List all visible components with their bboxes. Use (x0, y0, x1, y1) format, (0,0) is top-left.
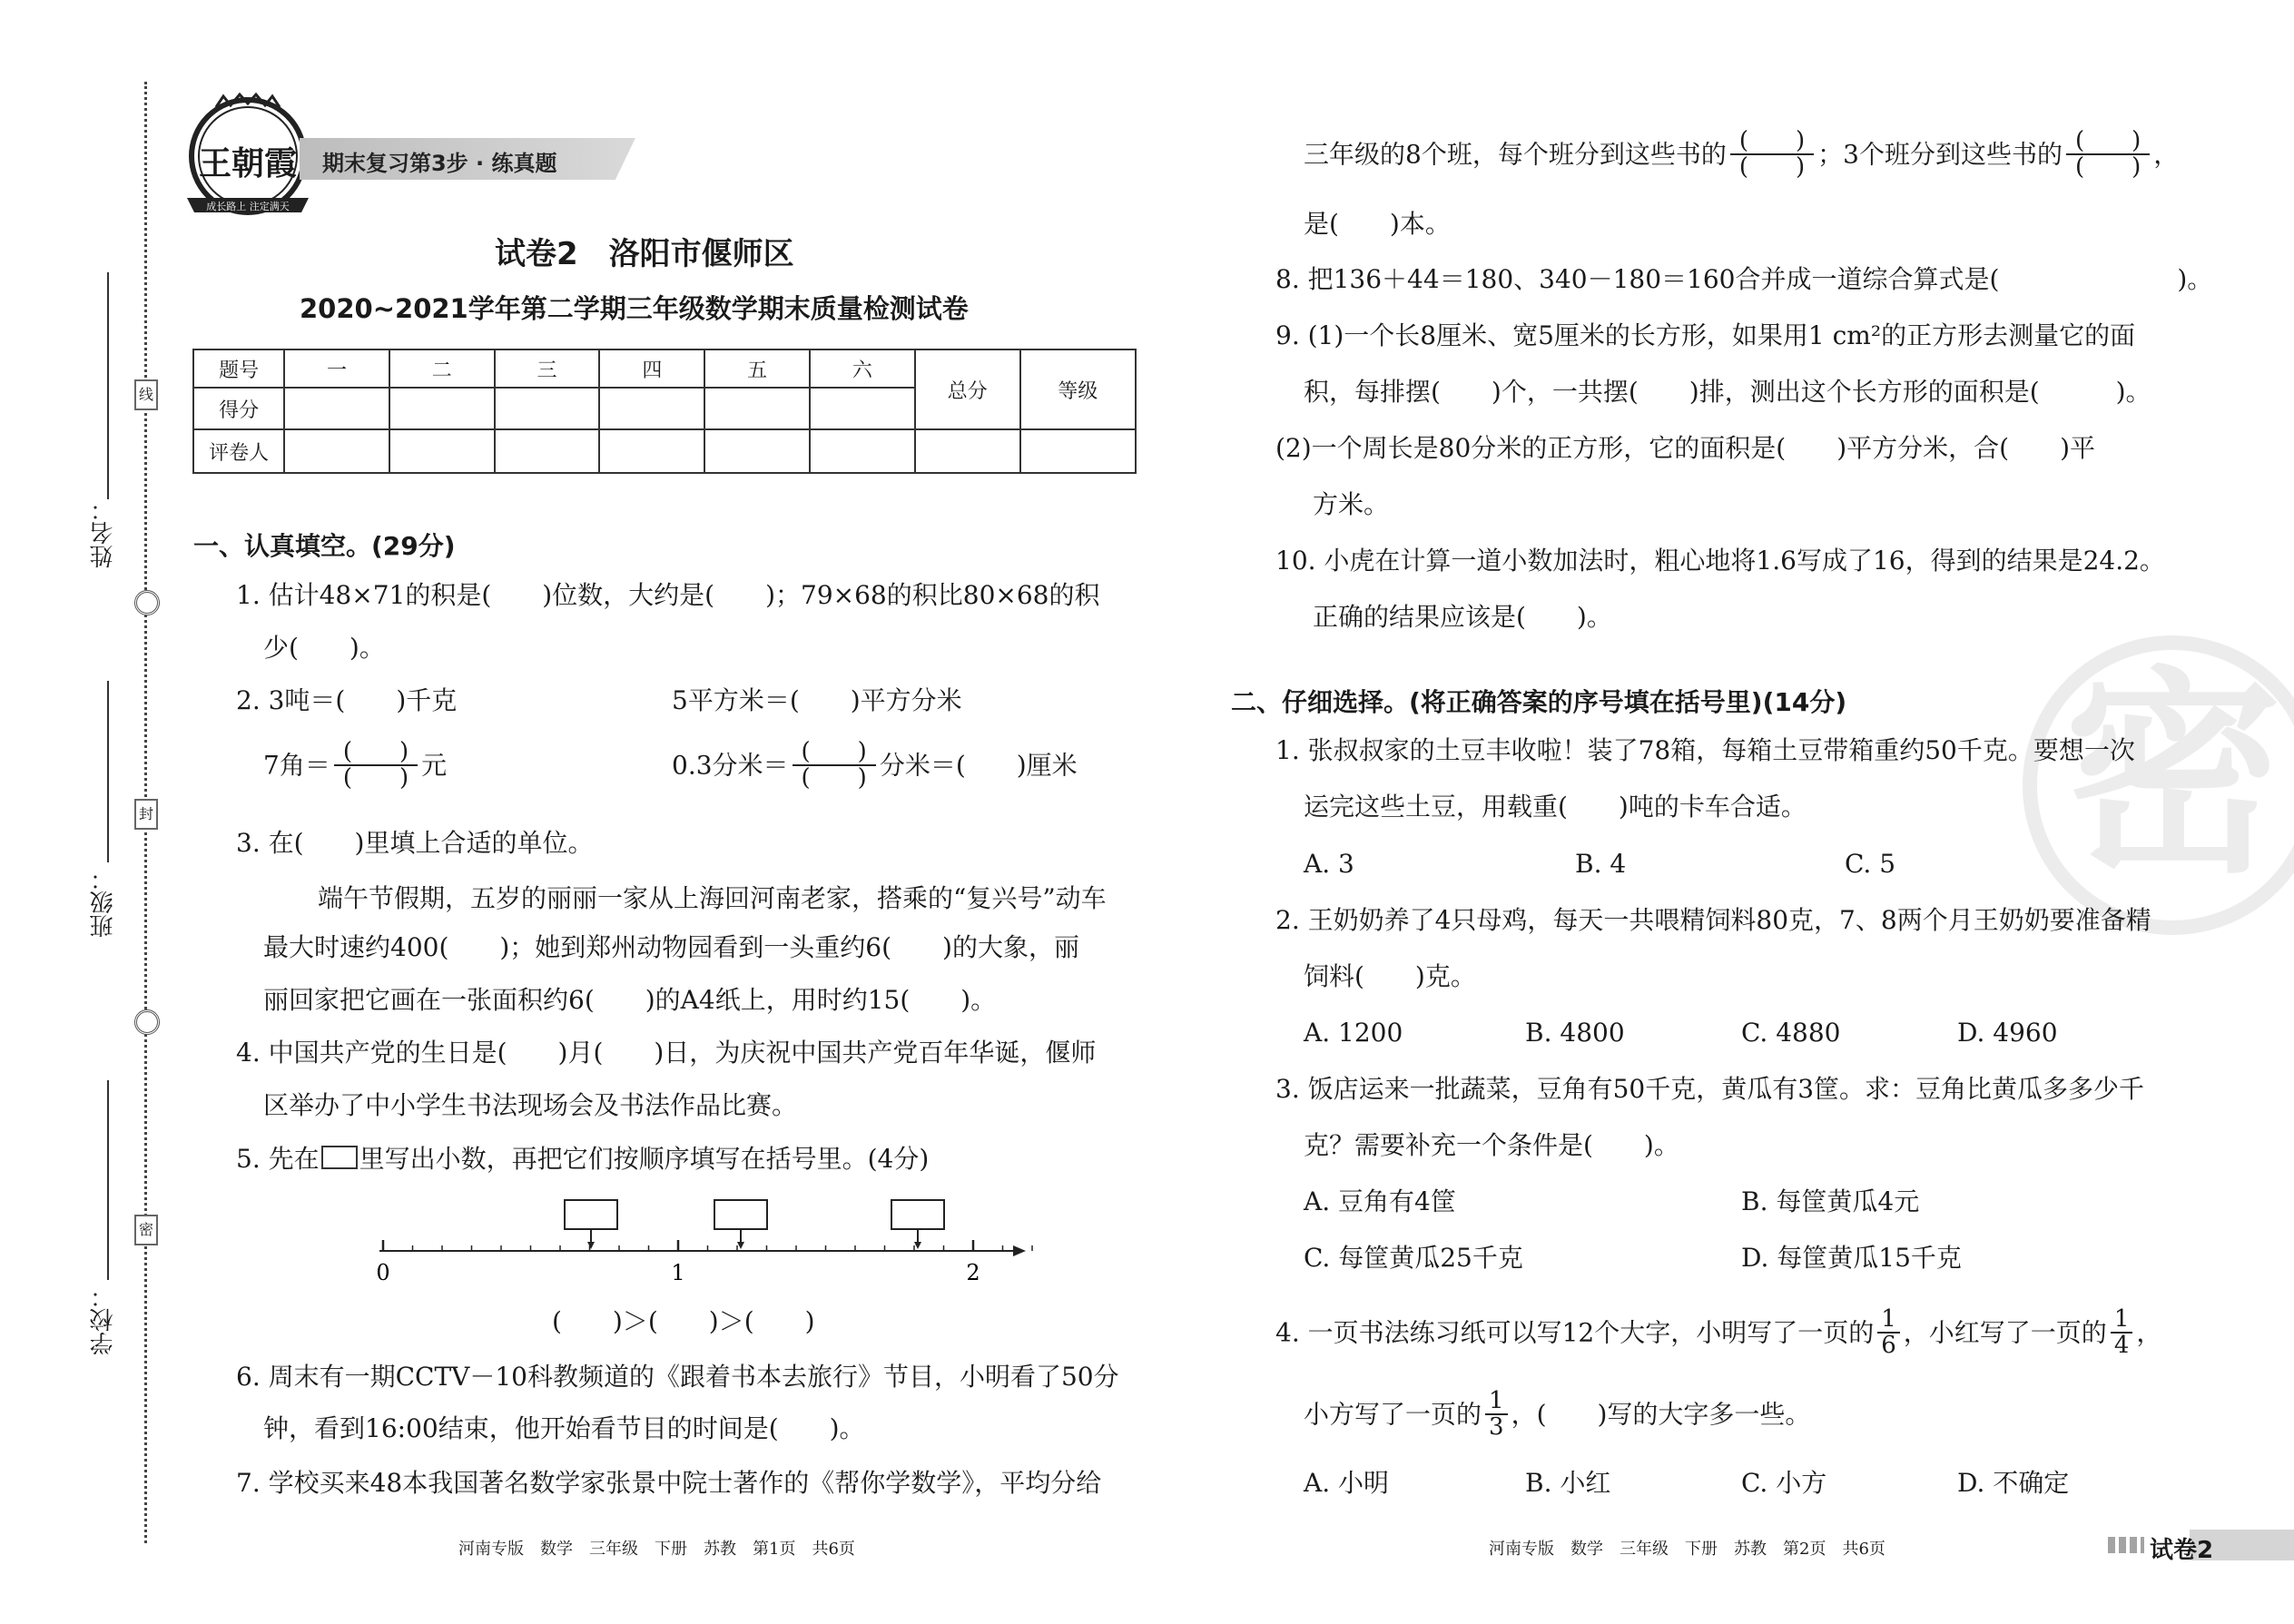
row-label-score: 得分 (193, 388, 284, 429)
mc1-line1: 1. 张叔叔家的土豆丰收啦！装了78箱，每箱土豆带箱重约50千克。要想一次 (1275, 735, 2135, 765)
fraction-one-fourth (2111, 1307, 2133, 1359)
q1-line1: 1. 估计48×71的积是( )位数，大约是( )；79×68的积比80×68的积 (236, 580, 1100, 610)
name-label: 姓名： (90, 497, 117, 568)
blank-fraction (793, 740, 876, 792)
score-cell (599, 388, 704, 429)
q2-d-suffix: 分米＝( )厘米 (879, 750, 1078, 781)
mc4-line2 (1304, 1389, 1810, 1441)
q8-line: 8. 把136＋44＝180、340－180＝160合并成一道综合算式是( )。 (1275, 264, 2213, 294)
q1-line2: 少( )。 (263, 633, 385, 663)
cut-box-2 (134, 799, 158, 830)
q7-line2 (1304, 129, 2179, 181)
mc2-line1: 2. 王奶奶养了4只母鸡，每天一共喂精饲料80克，7、8两个月王奶奶要准备精 (1275, 905, 2151, 935)
mc2-option-b: B. 4800 (1525, 1018, 1625, 1048)
blank-fraction (2066, 129, 2150, 181)
mc1-option-a: A. 3 (1304, 849, 1354, 879)
blank-fraction (334, 740, 418, 792)
answer-box (321, 1146, 358, 1169)
mc3-option-c: C. 每筐黄瓜25千克 (1304, 1243, 1523, 1273)
q9-line4: 方米。 (1313, 489, 1390, 519)
mc3-option-b: B. 每筐黄瓜4元 (1741, 1186, 1920, 1216)
q2-d (672, 740, 1078, 792)
mc4-text-a: 4. 一页书法练习纸可以写12个大字，小明写了一页的 (1275, 1317, 1875, 1348)
mc2-option-a: A. 1200 (1304, 1018, 1403, 1048)
q2-d-prefix: 0.3分米＝ (672, 750, 789, 781)
mc4-line1 (1275, 1307, 2161, 1359)
binding-gutter (0, 0, 182, 1624)
paper-subtitle: 2020~2021学年第二学期三年级数学期末质量检测试卷 (300, 293, 969, 324)
section1-title: 一、认真填空。(29分) (193, 531, 456, 561)
fraction-denominator: ( ) (342, 764, 409, 792)
mc4-option-b: B. 小红 (1525, 1468, 1611, 1498)
ring-icon (134, 1009, 160, 1035)
cut-word-1: 线 (138, 386, 153, 403)
q9-line3: (2)一个周长是80分米的正方形，它的面积是( )平方分米，合( )平 (1275, 433, 2095, 463)
number-line-box (565, 1200, 617, 1229)
q7-text-a: 三年级的8个班，每个班分到这些书的 (1304, 139, 1727, 170)
grader-cell (389, 429, 495, 473)
q7-line1: 7. 学校买来48本我国著名数学家张景中院士著作的《帮你学数学》，平均分给 (236, 1468, 1102, 1498)
fraction-numerator: 1 (1877, 1307, 1900, 1334)
cut-box-3 (134, 1215, 158, 1245)
q5-order-blanks: ( )＞( )＞( ) (552, 1306, 815, 1336)
q6-line1: 6. 周末有一期CCTV－10科教频道的《跟着书本去旅行》节目，小明看了50分 (236, 1362, 1119, 1392)
right-footer: 河南专版 数学 三年级 下册 苏教 第2页 共6页 (1489, 1540, 1885, 1559)
tick-label-1: 1 (671, 1260, 685, 1285)
logo-ribbon-text: 成长路上 注定满天 (206, 201, 290, 212)
gutter-line-name (107, 272, 109, 499)
q4-line2: 区举办了中小学生书法现场会及书法作品比赛。 (263, 1090, 798, 1120)
score-cell (389, 388, 495, 429)
watermark-seal (2023, 635, 2294, 935)
tick-label-0: 0 (376, 1260, 390, 1285)
mc2-option-d: D. 4960 (1957, 1018, 2058, 1048)
mc1-option-b: B. 4 (1575, 849, 1627, 879)
grader-cell (1020, 429, 1137, 473)
paper-title: 试卷2 洛阳市偃师区 (495, 236, 794, 272)
q3-line1: 3. 在( )里填上合适的单位。 (236, 828, 594, 858)
fraction-denominator: ( ) (801, 764, 867, 792)
score-cell (495, 388, 600, 429)
mc1-line2: 运完这些土豆，用载重( )吨的卡车合适。 (1304, 792, 1807, 822)
fraction-one-third (1485, 1389, 1508, 1441)
fraction-numerator: ( ) (1730, 129, 1814, 155)
badge-dots-icon (2108, 1537, 2144, 1553)
grader-cell (599, 429, 704, 473)
score-cell (704, 388, 810, 429)
number-line (363, 1189, 1035, 1289)
row-label-grader: 评卷人 (193, 429, 284, 473)
fraction-denominator: 3 (1489, 1413, 1504, 1442)
q2-c-suffix: 元 (421, 750, 448, 781)
q3-line2: 端午节假期，五岁的丽丽一家从上海回河南老家，搭乘的“复兴号”动车 (318, 883, 1107, 913)
col-header: 六 (810, 349, 915, 388)
q3-line4: 丽回家把它画在一张面积约6( )的A4纸上，用时约15( )。 (263, 985, 997, 1015)
grader-cell (495, 429, 600, 473)
cut-word-2: 封 (138, 805, 153, 822)
grader-cell (810, 429, 915, 473)
mc3-line2: 克？需要补充一个条件是( )。 (1304, 1130, 1679, 1160)
fraction-numerator: 1 (2111, 1307, 2133, 1334)
mc3-option-a: A. 豆角有4筐 (1304, 1186, 1456, 1216)
q10-line2: 正确的结果应该是( )。 (1313, 602, 1612, 632)
pointer-arrow-icon (587, 1242, 595, 1249)
q9-line2: 积，每排摆( )个，一共摆( )排，测出这个长方形的面积是( )。 (1304, 377, 2151, 407)
cut-word-3: 密 (138, 1221, 153, 1238)
q6-line2: 钟，看到16:00结束，他开始看节目的时间是( )。 (263, 1413, 865, 1443)
q7-text-b: ；3个班分到这些书的 (1817, 139, 2063, 170)
left-footer: 河南专版 数学 三年级 下册 苏教 第1页 共6页 (458, 1540, 855, 1559)
q2-c-prefix: 7角＝ (263, 750, 330, 781)
q2-c (263, 740, 447, 792)
fraction-denominator: 4 (2113, 1332, 2130, 1360)
q2-a: 2. 3吨＝( )千克 (236, 685, 458, 715)
q7-line3: 是( )本。 (1304, 209, 1451, 239)
q5-line (236, 1146, 929, 1172)
fraction-numerator: 1 (1485, 1389, 1508, 1415)
arrow-icon (1013, 1245, 1026, 1256)
mc4-text-c: ， (2136, 1317, 2162, 1348)
mc2-line2: 饲料( )克。 (1304, 961, 1476, 991)
col-header: 五 (704, 349, 810, 388)
grader-cell (704, 429, 810, 473)
q5-prefix: 5. 先在 (236, 1144, 320, 1174)
badge-label: 试卷2 (2150, 1537, 2214, 1564)
score-cell (284, 388, 389, 429)
fraction-numerator: ( ) (334, 740, 418, 766)
mc2-option-c: C. 4880 (1741, 1018, 1841, 1048)
fraction-numerator: ( ) (793, 740, 876, 766)
fraction-numerator: ( ) (2066, 129, 2150, 155)
fraction-denominator: 6 (1881, 1332, 1896, 1360)
mc4-text-b: ，小红写了一页的 (1903, 1317, 2107, 1348)
pointer-arrow-icon (737, 1242, 744, 1249)
gutter-line-class (107, 681, 109, 862)
step-banner-text: 期末复习第3步 · 练真题 (322, 151, 557, 176)
fraction-one-sixth (1877, 1307, 1900, 1359)
logo-text: 王朝霞 (198, 144, 297, 182)
tick-label-2: 2 (966, 1260, 980, 1285)
mc1-option-c: C. 5 (1845, 849, 1896, 879)
grader-cell (915, 429, 1020, 473)
brand-logo (180, 91, 316, 227)
q3-line3: 最大时速约400( )；她到郑州动物园看到一头重约6( )的大象，丽 (263, 932, 1079, 962)
fraction-denominator: ( ) (1738, 153, 1806, 182)
row-label-number: 题号 (193, 349, 284, 388)
col-header: 三 (495, 349, 600, 388)
total-header: 总分 (915, 349, 1020, 429)
pointer-arrow-icon (914, 1242, 921, 1249)
cut-box-1 (134, 379, 158, 410)
mc3-option-d: D. 每筐黄瓜15千克 (1741, 1243, 1962, 1273)
score-table (192, 349, 1137, 474)
mc4-option-c: C. 小方 (1741, 1468, 1827, 1498)
col-header: 二 (389, 349, 495, 388)
mc4-text-e: ，( )写的大字多一些。 (1511, 1399, 1811, 1430)
page-badge (2104, 1530, 2294, 1564)
mc4-option-a: A. 小明 (1304, 1468, 1390, 1498)
mc4-text-d: 小方写了一页的 (1304, 1399, 1482, 1430)
number-line-box (714, 1200, 767, 1229)
blank-fraction (1730, 129, 1814, 181)
grade-header: 等级 (1020, 349, 1137, 429)
q7-text-c: ， (2153, 139, 2180, 170)
class-label: 班级： (90, 867, 117, 938)
section2-title: 二、仔细选择。(将正确答案的序号填在括号里)(14分) (1231, 687, 1847, 717)
mc4-option-d: D. 不确定 (1957, 1468, 2070, 1498)
mc3-line1: 3. 饭店运来一批蔬菜，豆角有50千克，黄瓜有3筐。求：豆角比黄瓜多多少千 (1275, 1074, 2145, 1104)
score-cell (810, 388, 915, 429)
number-line-box (891, 1200, 944, 1229)
col-header: 一 (284, 349, 389, 388)
ring-icon (134, 590, 160, 615)
watermark-text: 密 (2064, 648, 2283, 902)
gutter-line-school (107, 1080, 109, 1280)
fraction-denominator: ( ) (2074, 153, 2141, 182)
q9-line1: 9. (1)一个长8厘米、宽5厘米的长方形，如果用1 cm²的正方形去测量它的面 (1275, 320, 2136, 350)
q2-b: 5平方米＝( )平方分米 (672, 685, 962, 715)
grader-cell (284, 429, 389, 473)
school-label: 学校： (90, 1284, 117, 1355)
col-header: 四 (599, 349, 704, 388)
q5-suffix: 里写出小数，再把它们按顺序填写在括号里。(4分) (359, 1144, 930, 1174)
q4-line1: 4. 中国共产党的生日是( )月( )日，为庆祝中国共产党百年华诞，偃师 (236, 1038, 1097, 1068)
q10-line1: 10. 小虎在计算一道小数加法时，粗心地将1.6写成了16，得到的结果是24.2。 (1275, 546, 2165, 576)
